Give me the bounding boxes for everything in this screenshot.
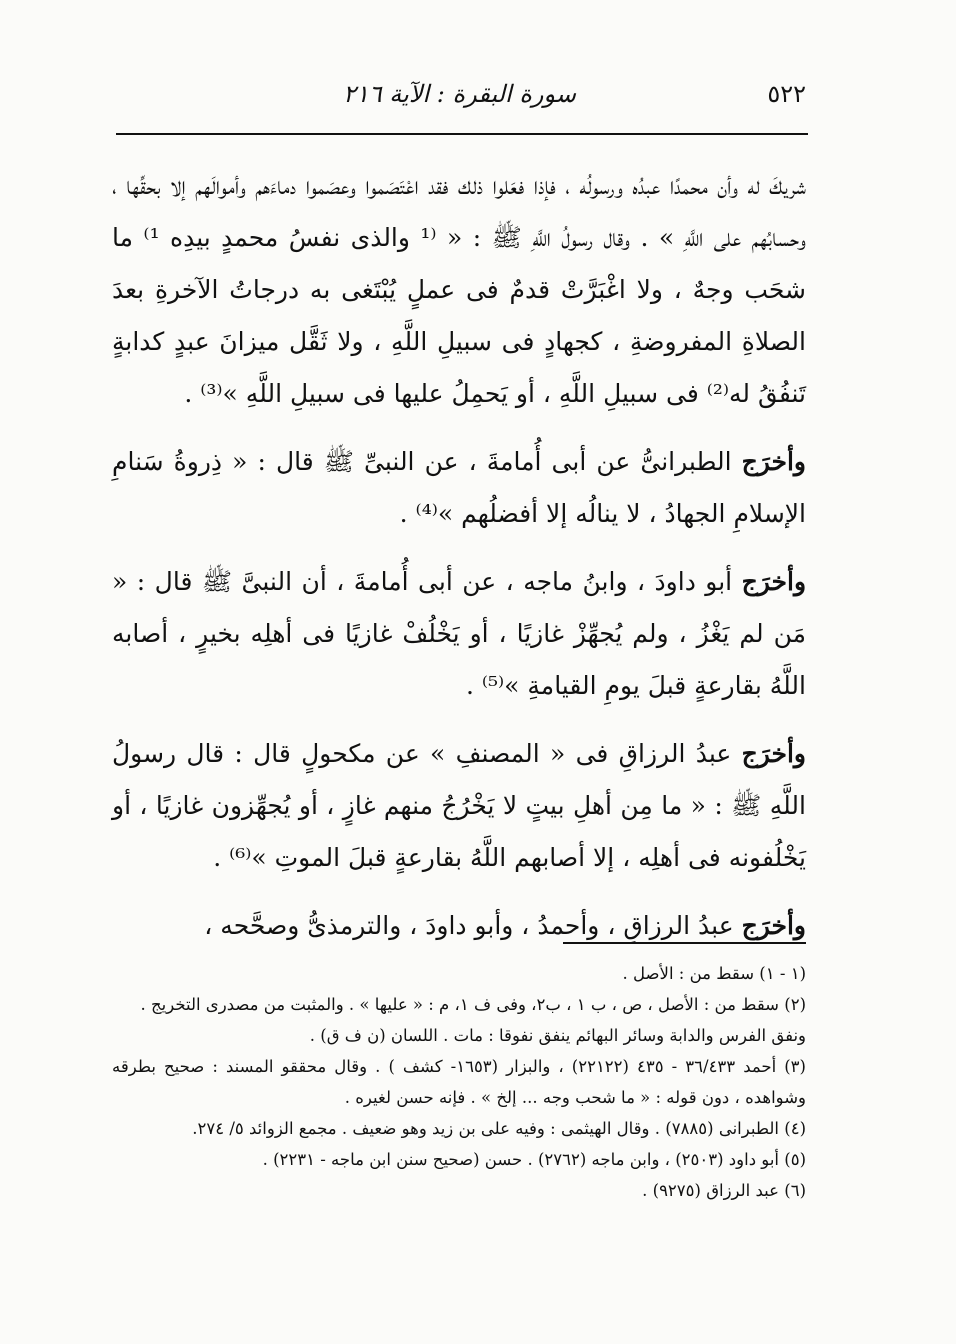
- paragraph: [112, 728, 806, 884]
- footnotes: [112, 958, 806, 1206]
- footnote: (٥) أبو داود (٢٥٠٣) ، وابن ماجه (٢٧٦٢) . حسن (صحيح سنن ابن ماجه - ٢٢٣١) .: [262, 1150, 806, 1169]
- paragraph: [112, 900, 806, 952]
- header-rule: [116, 133, 808, 135]
- paragraph-lead: وأخرَج: [741, 911, 806, 940]
- footnote: (٣) أحمد ٣٦/٤٣٣ - ٤٣٥ (٢٢١٢٢) ، والبزار (١٦٥٣- كشف ) . وقال محققو المسند : صحيح بطرقه وشواهده ، دون قوله : « ما شحب وجه ... إلخ » . فإنه حسن لغيره .: [112, 1057, 806, 1107]
- footnote: (١ - ١) سقط من : الأصل .: [622, 964, 806, 983]
- footnote: (٤) الطبرانى (٧٨٨٥) . وقال الهيثمى : وفيه على بن زيد وهو ضعيف . مجمع الزوائد ٥/ ٢٧٤.: [192, 1119, 806, 1138]
- footnote: (٦) عبد الرزاق (٩٢٧٥) .: [642, 1181, 806, 1200]
- paragraph: [112, 556, 806, 712]
- paragraph: [112, 160, 806, 420]
- running-title: سورة البقرة : الآية ٢١٦: [342, 80, 576, 108]
- paragraph-lead: وأخرَج: [741, 567, 807, 596]
- paragraph-lead: وأخرَج: [741, 447, 806, 476]
- page-number: ٥٢٢: [767, 80, 806, 108]
- paragraph-lead: وأخرَج: [741, 739, 806, 768]
- paragraph-text: عبدُ الرزاقِ فى « المصنفِ » عن مكحولٍ قال : قال رسولُ اللَّهِ ﷺ : « ما مِن أهلِ بيتٍ لا يَخْرُجُ منهم غازٍ ، أو يُجهِّزون غازيًا ، أو يَخْلُفونه فى أهلِه ، إلا أصابهم اللَّهُ بقارعةٍ قبلَ الموتِ »⁽⁶⁾ .: [112, 739, 806, 872]
- page-header: [118, 80, 806, 120]
- paragraph: [112, 436, 806, 540]
- paragraph-text: الطبرانىُّ عن أبى أُمامةَ ، عن النبىِّ ﷺ قال : « ذِروةُ سَنامِ الإسلامِ الجهادُ ، لا ينالُه إلا أفضلُهم »⁽⁴⁾ .: [112, 447, 806, 528]
- paragraph-text: عبدُ الرزاقِ ، وأحمدُ ، وأبو داودَ ، والترمذىُّ وصحَّحه ،: [204, 911, 734, 940]
- paragraph-text: أبو داودَ ، وابنُ ماجه ، عن أبى أُمامةَ ، أن النبىَّ ﷺ قال : « مَن لم يَغْزُ ، ولم يُجهِّزْ غازيًا ، أو يَخْلُفْ غازيًا فى أهلِه بخيرٍ ، أصابه اللَّهُ بقارعةٍ قبلَ يومِ القيامةِ »⁽⁵⁾ .: [112, 567, 806, 700]
- footnote-rule: [563, 942, 806, 944]
- paragraph-text: شريكَ له وأن محمدًا عبدُه ورسولُه ، فإذا فعَلوا ذلك فقد اعْتَصَموا وعصَموا دماءَهم وأموالَهم إلا بحقِّها ، وحسابُهم على اللَّهِ » . وقال رسولُ اللَّهِ ﷺ : « ⁽¹ والذى نفسُ محمدٍ بيدِه ¹⁾ ما شحَب وجهٌ ، ولا اغْبَرَّتْ قدمٌ فى عملٍ يُبْتَغى به درجاتُ الآخرةِ بعدَ الصلاةِ المفروضةِ ، كجهادٍ فى سبيلِ اللَّهِ ، ولا ثَقَّل ميزانَ عبدٍ كدابةٍ تَنفُقُ له⁽²⁾ فى سبيلِ اللَّهِ ، أو يَحمِلُ عليها فى سبيلِ اللَّهِ »⁽³⁾ .: [112, 171, 806, 408]
- footnote: ونفق الفرس والدابة وسائر البهائم ينفق نفوقا : مات . اللسان (ن ف ق) .: [309, 1026, 806, 1045]
- main-text: [112, 160, 806, 952]
- footnote: (٢) سقط من : الأصل ، ص ، ب ١ ، ب٢، وفى ف ١، م : « عليها » . والمثبت من مصدرى التخريج .: [140, 995, 806, 1014]
